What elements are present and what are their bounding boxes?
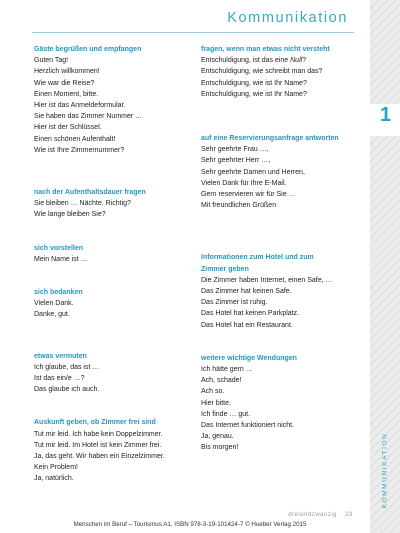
- section-title: nach der Aufenthaltsdauer fragen: [34, 189, 146, 197]
- phrase: Hier ist der Schlüssel.: [34, 124, 102, 132]
- phrase: Tut mir leid. Ich habe kein Doppelzimmer.: [34, 430, 163, 438]
- phrase: Hier ist das Anmeldeformular.: [34, 102, 126, 110]
- section-greeting: [34, 44, 192, 156]
- side-label-text: KOMMUNIKATION: [381, 432, 389, 508]
- phrase: Vielen Dank für Ihre E-Mail.: [201, 179, 287, 187]
- section-title: Gäste begrüßen und empfangen: [34, 46, 142, 53]
- chapter-number: 1: [380, 104, 392, 126]
- phrase: Ist das ein/e …?: [34, 375, 85, 383]
- section-title: sich vorstellen: [34, 244, 84, 252]
- phrase: Die Zimmer haben Internet, einen Safe, …: [201, 276, 333, 284]
- phrase: Ja, das geht. Wir haben ein Einzelzimmer.: [34, 453, 165, 461]
- section-title: fragen, wenn man etwas nicht versteht: [201, 46, 330, 53]
- phrase: Das Zimmer ist ruhig.: [201, 299, 268, 307]
- phrase: Vielen Dank.: [34, 300, 74, 308]
- phrase: Herzlich willkommen!: [34, 68, 100, 76]
- section-title: Auskunft geben, ob Zimmer frei sind: [34, 419, 156, 427]
- section-thanks: [34, 287, 192, 321]
- phrase-text: Entschuldigung, ist das eine: [201, 57, 291, 65]
- phrase: Wie ist Ihre Zimmernummer?: [34, 146, 125, 154]
- phrase: Wie war die Reise?: [34, 79, 95, 87]
- phrase: Ich hätte gern …: [201, 366, 253, 374]
- phrase: Mit freundlichen Grüßen: [201, 202, 277, 210]
- phrase: Das Internet funktioniert nicht.: [201, 422, 294, 430]
- phrase-emphasis: Null: [290, 57, 303, 65]
- page-title: Kommunikation: [227, 10, 348, 26]
- phrase: Einen schönen Aufenthalt!: [34, 135, 116, 143]
- section-useful-phrases: [201, 353, 361, 454]
- phrase: Ja, genau.: [201, 433, 234, 441]
- section-assume: [34, 351, 192, 396]
- phrase: Danke, gut.: [34, 311, 70, 319]
- phrase: Das glaube ich auch.: [34, 386, 100, 394]
- header-divider: [32, 32, 354, 33]
- page-number-word: dreiundzwanzig: [288, 512, 337, 518]
- phrase: Sie bleiben … Nächte. Richtig?: [34, 200, 131, 208]
- phrase: Das Hotel hat ein Restaurant.: [201, 321, 293, 329]
- phrase: Mein Name ist …: [34, 255, 88, 263]
- page-number: 23: [345, 511, 353, 518]
- left-column: [34, 44, 192, 485]
- footer-credit: Menschen im Beruf – Tourismus A1, ISBN 978-3-19-101424-7 © Hueber Verlag 2015: [73, 521, 307, 528]
- section-reservation-reply: [201, 133, 361, 211]
- phrase: Hier bitte.: [201, 399, 231, 407]
- phrase: Sie haben das Zimmer Nummer …: [34, 113, 143, 121]
- phrase: Kein Problem!: [34, 464, 78, 472]
- phrase: Entschuldigung, wie ist Ihr Name?: [201, 90, 307, 98]
- phrase: Ach so.: [201, 388, 225, 396]
- section-stay-duration: [34, 187, 192, 221]
- phrase: Einen Moment, bitte.: [34, 90, 99, 98]
- section-hotel-info: [201, 252, 361, 330]
- section-clarify: [201, 44, 361, 100]
- phrase: Bis morgen!: [201, 444, 239, 452]
- phrase: [201, 55, 361, 66]
- phrase: Sehr geehrte Frau …,: [201, 146, 269, 154]
- phrase: Sehr geehrter Herr …,: [201, 157, 271, 165]
- section-title: Informationen zum Hotel und zum Zimmer geben: [201, 254, 314, 273]
- phrase: Guten Tag!: [34, 57, 69, 65]
- right-column: [201, 44, 361, 454]
- phrase: Entschuldigung, wie schreibt man das?: [201, 68, 323, 76]
- section-room-availability: [34, 417, 192, 484]
- phrase: Tut mir leid. Im Hotel ist kein Zimmer frei.: [34, 441, 162, 449]
- phrase: Ich glaube, das ist …: [34, 363, 100, 371]
- section-introduce: [34, 243, 192, 265]
- phrase: Ja, natürlich.: [34, 475, 74, 483]
- phrase: Entschuldigung, wie ist Ihr Name?: [201, 79, 307, 87]
- section-title: weitere wichtige Wendungen: [201, 354, 297, 362]
- phrase: Ach, schade!: [201, 377, 242, 385]
- side-label: [377, 430, 393, 510]
- phrase: Wie lange bleiben Sie?: [34, 211, 106, 219]
- phrase-text: ?: [302, 57, 307, 65]
- phrase: Gern reservieren wir für Sie …: [201, 191, 296, 199]
- phrase: Ich finde … gut.: [201, 410, 251, 418]
- phrase: Sehr geehrte Damen und Herren,: [201, 168, 305, 176]
- section-title: sich bedanken: [34, 289, 83, 297]
- section-title: auf eine Reservierungsanfrage antworten: [201, 135, 339, 143]
- phrase: Das Hotel hat keinen Parkplatz.: [201, 310, 300, 318]
- phrase: Das Zimmer hat keinen Safe.: [201, 288, 292, 296]
- section-title: etwas vermuten: [34, 352, 87, 360]
